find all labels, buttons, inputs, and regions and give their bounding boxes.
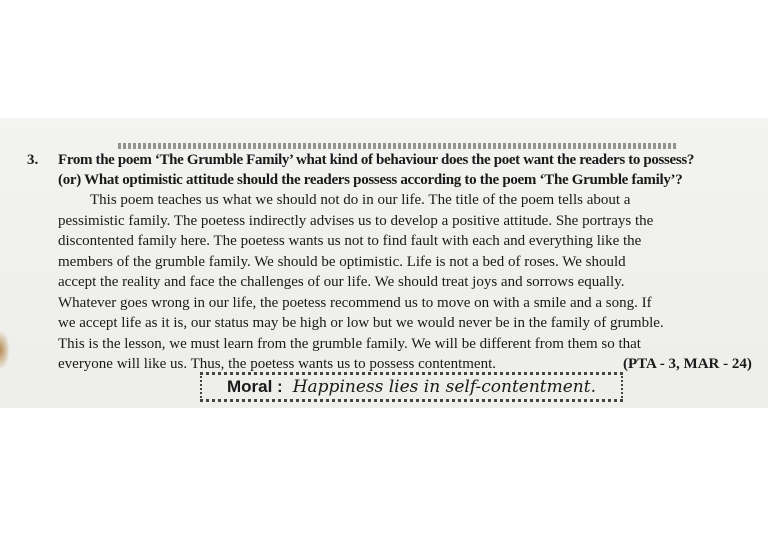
answer-line: This poem teaches us what we should not do in our life. The title of the poem tells about a <box>90 192 631 208</box>
answer-paragraph <box>58 190 758 375</box>
question-number: 3. <box>27 152 39 168</box>
answer-line: This is the lesson, we must learn from the grumble family. We will be different from them so that <box>58 335 641 352</box>
answer-line: discontented family here. The poetess wants us not to find fault with each and everything like the <box>58 233 642 249</box>
decorative-border-top <box>118 143 678 149</box>
answer-line: members of the grumble family. We should be optimistic. Life is not a bed of roses. We should <box>58 253 626 270</box>
answer-line: accept the reality and face the challenges of our life. We should treat joys and sorrows equally. <box>58 274 625 290</box>
page-edge-shadow <box>0 330 10 370</box>
question-line-2: (or) What optimistic attitude should the readers possess according to the poem ‘The Grumble family’? <box>58 172 683 188</box>
answer-line: Whatever goes wrong in our life, the poetess recommend us to move on with a smile and a song. If <box>58 294 652 311</box>
answer-line: we accept life as it is, our status may be high or low but we would never be in the family of grumble. <box>58 315 664 331</box>
answer-line: everyone will like us. Thus, the poetess wants us to possess contentment. <box>58 356 496 372</box>
source-reference: (PTA - 3, MAR - 24) <box>623 356 752 372</box>
answer-line: pessimistic family. The poetess indirectly advises us to develop a positive attitude. She portrays the <box>58 212 654 229</box>
moral-text: Happiness lies in self-contentment. <box>292 377 596 397</box>
question-line-1: From the poem ‘The Grumble Family’ what kind of behaviour does the poet want the readers to possess? <box>58 152 694 168</box>
moral-label: Moral : <box>226 377 283 396</box>
moral-box <box>200 372 623 402</box>
